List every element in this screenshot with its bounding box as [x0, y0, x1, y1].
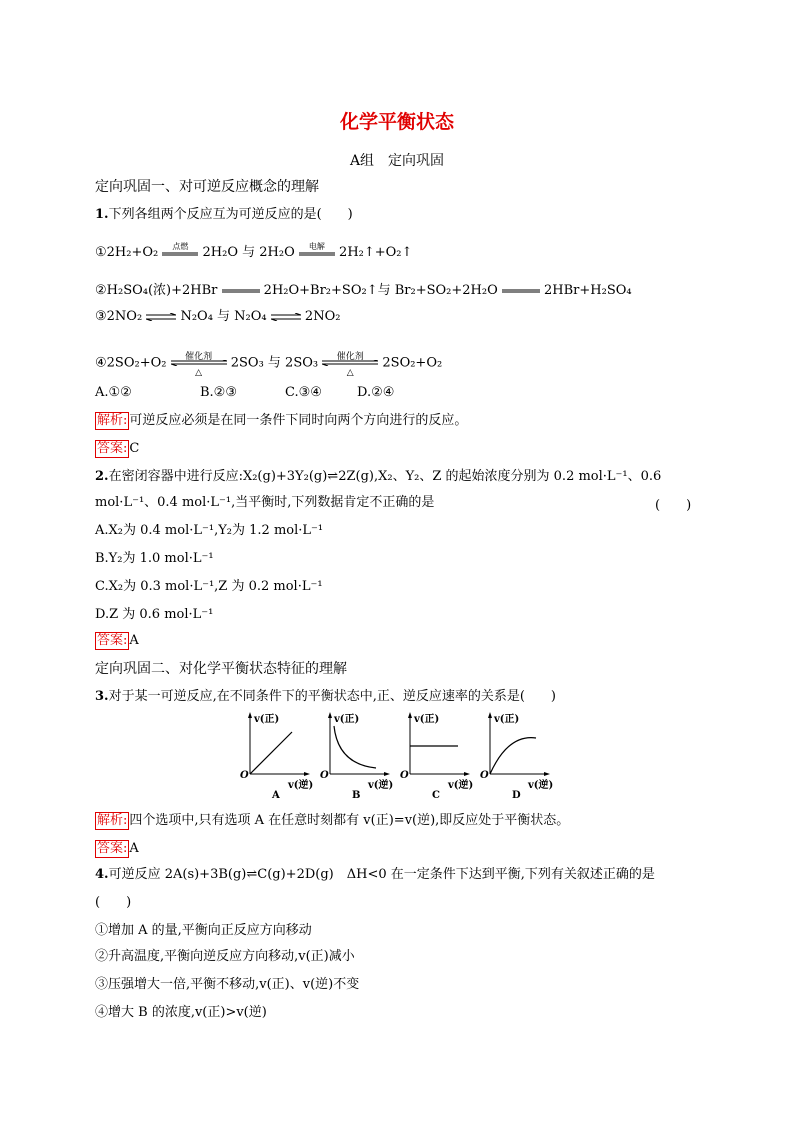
graph-b-curve — [334, 726, 376, 768]
graph-a-curve — [250, 732, 292, 774]
q4-item-1: ①增加 A 的量,平衡向正反应方向移动 — [95, 923, 312, 938]
equilibrium-arrow — [146, 313, 176, 321]
q2-answer — [95, 632, 139, 650]
q1-answer — [95, 440, 139, 458]
q1-l3-lhs: ③2NO₂ — [95, 309, 143, 324]
q2-answer-paren: ( ) — [655, 498, 692, 513]
q3-stem — [95, 688, 556, 706]
graph-b — [320, 712, 394, 801]
q2-option-b: B.Y₂为 1.0 mol·L⁻¹ — [95, 551, 214, 566]
page-subtitle: A组 定向巩固 — [349, 153, 445, 169]
graph-origin: O — [480, 770, 489, 781]
graph-label: C — [432, 790, 440, 801]
answer-label: 答案: — [97, 841, 128, 856]
q1-stem-text: 下列各组两个反应互为可逆反应的是( ) — [108, 207, 353, 222]
graph-d-curve — [490, 738, 536, 774]
q1-option-4 — [95, 352, 443, 378]
analysis-label: 解析: — [97, 413, 128, 428]
q2-option-c: C.X₂为 0.3 mol·L⁻¹,Z 为 0.2 mol·L⁻¹ — [95, 579, 323, 594]
catalyst-arrow — [171, 352, 227, 378]
equals-arrow — [502, 288, 540, 294]
catalyst-arrow — [322, 352, 378, 378]
arrow-condition: 催化剂 — [185, 352, 213, 362]
q1-l2-mid: 2H₂O+Br₂+SO₂↑与 Br₂+SO₂+2H₂O — [263, 283, 498, 298]
q3-stem-text: 对于某一可逆反应,在不同条件下的平衡状态中,正、逆反应速率的关系是( ) — [108, 689, 556, 704]
reaction-arrow — [162, 241, 198, 259]
arrow-condition: 点燃 — [172, 241, 189, 251]
q1-choices — [95, 384, 394, 402]
graph-xlabel: v(逆) — [368, 780, 394, 791]
q1-l1-mid: 2H₂O 与 2H₂O — [202, 245, 295, 260]
q1-l2-rhs: 2HBr+H₂SO₄ — [544, 283, 632, 298]
graph-label: B — [352, 790, 361, 801]
graph-d — [480, 712, 554, 801]
answer-text: A — [129, 633, 139, 648]
heat-symbol: △ — [346, 368, 354, 378]
q1-l2-lhs: ②H₂SO₄(浓)+2HBr — [95, 283, 218, 298]
section-heading-2: 定向巩固二、对化学平衡状态特征的理解 — [95, 661, 347, 677]
q1-l1-rhs: 2H₂↑+O₂↑ — [339, 245, 413, 260]
q2-stem-line1 — [95, 468, 661, 486]
q3-analysis — [95, 812, 569, 830]
q1-analysis — [95, 412, 467, 430]
analysis-label: 解析: — [97, 813, 128, 828]
analysis-text: 可逆反应必须是在同一条件下同时向两个方向进行的反应。 — [129, 413, 468, 428]
reaction-arrow — [299, 241, 335, 259]
graph-origin: O — [400, 770, 409, 781]
equals-arrow — [222, 288, 260, 294]
graph-label: A — [272, 790, 280, 801]
arrow-condition: 电解 — [308, 241, 325, 251]
q1-l4-lhs: ④2SO₂+O₂ — [95, 355, 167, 371]
q1-l4-mid: 2SO₃ 与 2SO₃ — [230, 355, 319, 371]
graph-ylabel: v(正) — [254, 714, 280, 725]
choice-c: C.③④ — [285, 385, 322, 400]
q4-item-4: ④增大 B 的浓度,v(正)>v(逆) — [95, 1005, 267, 1020]
graph-origin: O — [320, 770, 329, 781]
q1-option-3 — [95, 308, 340, 326]
q2-stem-line2: mol·L⁻¹、0.4 mol·L⁻¹,当平衡时,下列数据肯定不正确的是 — [95, 495, 435, 510]
graph-ylabel: v(正) — [334, 714, 360, 725]
heat-symbol: △ — [195, 368, 203, 378]
equilibrium-arrow — [271, 313, 301, 321]
graph-ylabel: v(正) — [414, 714, 440, 725]
choice-d: D.②④ — [357, 385, 395, 400]
q1-l4-rhs: 2SO₂+O₂ — [382, 355, 443, 371]
q1-l3-rhs: 2NO₂ — [304, 309, 341, 324]
q4-stem — [95, 866, 655, 884]
page-title: 化学平衡状态 — [339, 111, 454, 133]
q4-item-3: ③压强增大一倍,平衡不移动,v(正)、v(逆)不变 — [95, 977, 360, 992]
analysis-text: 四个选项中,只有选项 A 在任意时刻都有 v(正)=v(逆),即反应处于平衡状态。 — [129, 813, 570, 828]
answer-label: 答案: — [97, 633, 128, 648]
section-heading-1: 定向巩固一、对可逆反应概念的理解 — [95, 179, 319, 195]
graph-xlabel: v(逆) — [288, 780, 314, 791]
q1-l3-mid: N₂O₄ 与 N₂O₄ — [180, 309, 267, 324]
q3-number: 3. — [95, 689, 109, 704]
q1-number: 1. — [95, 207, 109, 222]
q1-stem — [95, 206, 353, 224]
graph-origin: O — [240, 770, 249, 781]
q2-stem-text-1: 在密闭容器中进行反应:X₂(g)+3Y₂(g)⇌2Z(g),X₂、Y₂、Z 的起始浓度分别为 0.2 mol·L⁻¹、0.6 — [108, 469, 662, 484]
choice-a: A.①② — [95, 385, 132, 400]
q4-number: 4. — [95, 867, 109, 882]
q2-option-a: A.X₂为 0.4 mol·L⁻¹,Y₂为 1.2 mol·L⁻¹ — [95, 523, 324, 538]
arrow-condition: 催化剂 — [336, 352, 364, 362]
answer-text: A — [129, 841, 139, 856]
q4-answer-paren: ( ) — [95, 895, 132, 910]
q4-item-2: ②升高温度,平衡向逆反应方向移动,v(正)减小 — [95, 949, 355, 964]
q3-answer — [95, 840, 139, 858]
graph-label: D — [512, 790, 521, 801]
answer-label: 答案: — [97, 441, 128, 456]
graph-c — [400, 712, 474, 801]
graph-xlabel: v(逆) — [528, 780, 554, 791]
q2-number: 2. — [95, 469, 109, 484]
q2-option-d: D.Z 为 0.6 mol·L⁻¹ — [95, 607, 214, 622]
q1-l1-lhs: ①2H₂+O₂ — [95, 245, 159, 260]
q1-option-2 — [95, 282, 632, 300]
q1-option-1 — [95, 241, 413, 262]
graph-ylabel: v(正) — [494, 714, 520, 725]
graph-a — [240, 712, 314, 801]
q4-stem-text: 可逆反应 2A(s)+3B(g)⇌C(g)+2D(g) ΔH<0 在一定条件下达到平衡,下列有关叙述正确的是 — [108, 867, 655, 882]
graph-xlabel: v(逆) — [448, 780, 474, 791]
answer-text: C — [129, 441, 140, 456]
choice-b: B.②③ — [200, 385, 237, 400]
